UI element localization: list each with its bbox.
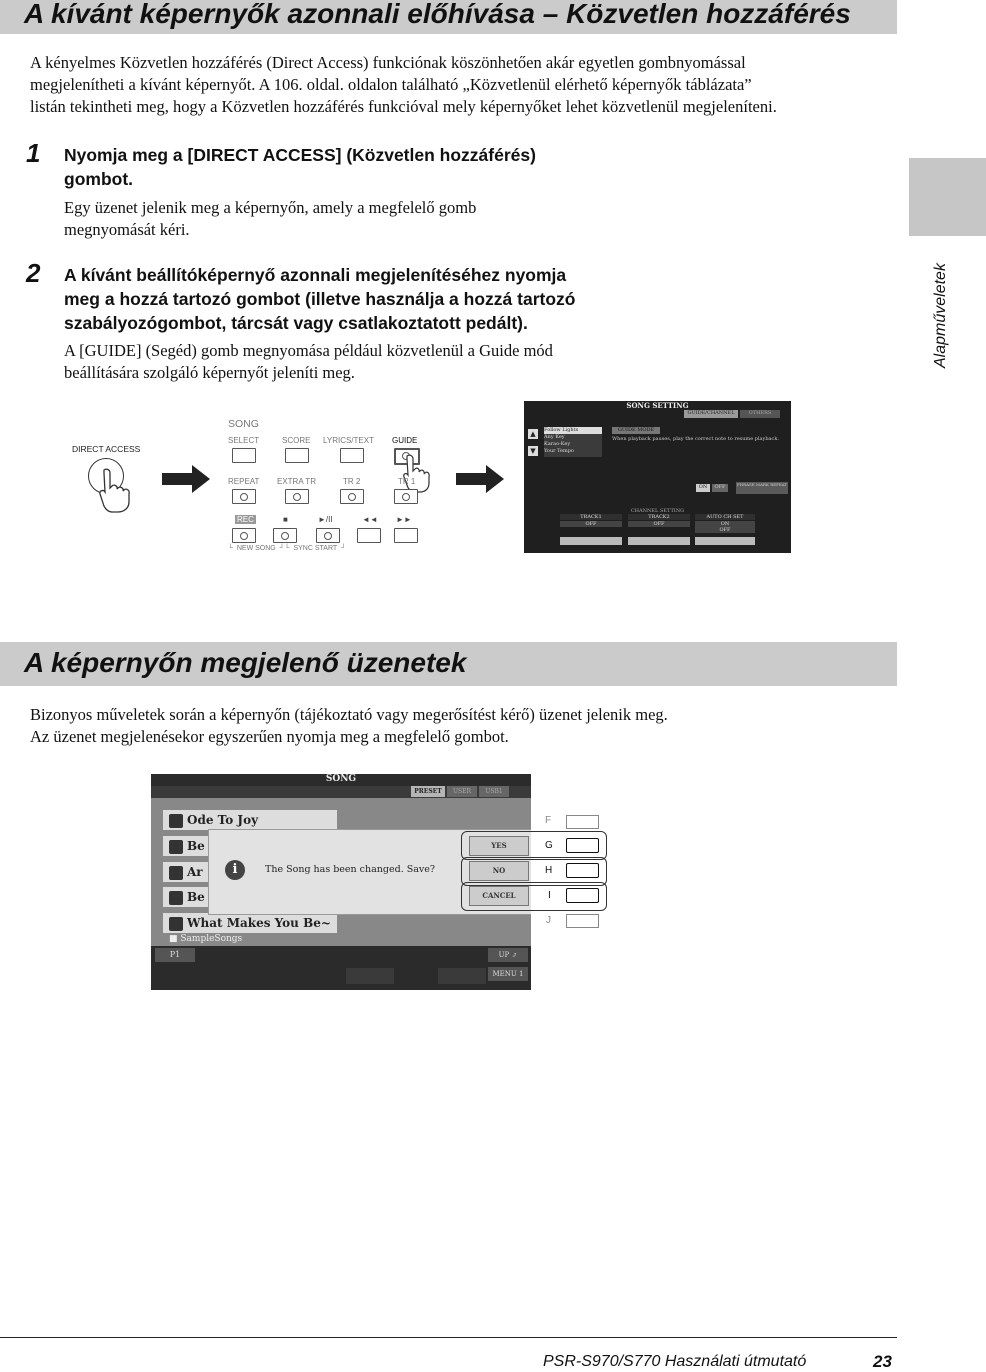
- auto-ch-set-column[interactable]: [695, 514, 755, 552]
- stop-button[interactable]: [273, 528, 297, 543]
- pointing-hand-icon: [98, 468, 138, 514]
- step-title-line: A kívánt beállítóképernyő azonnali megjelenítéséhez nyomja: [64, 265, 567, 285]
- song-name: Be: [187, 839, 205, 853]
- panel-footer: └ NEW SONG ┘└ SYNC START ┘: [228, 545, 347, 552]
- tr2-button[interactable]: [340, 489, 364, 504]
- disabled-button: [438, 968, 486, 984]
- guide-mode-label: GUIDE MODE: [612, 427, 660, 434]
- side-letter: F: [545, 815, 552, 826]
- up-label: UP: [498, 951, 510, 959]
- panel-label: GUIDE: [392, 436, 418, 445]
- step-title: [64, 143, 536, 191]
- column-name: TRACK1: [560, 514, 622, 520]
- song-icon: [169, 840, 183, 854]
- side-letter: I: [548, 890, 551, 901]
- song-setting-screen: [524, 401, 791, 553]
- dialog-message: The Song has been changed. Save?: [265, 864, 435, 875]
- scroll-up-icon[interactable]: ▲: [528, 429, 538, 439]
- step-title-line: meg a hozzá tartozó gombot (illetve használja a hozzá tartozó: [64, 289, 576, 309]
- intro-paragraph: [30, 52, 777, 118]
- up-arrow-icon: ⤴: [509, 951, 518, 959]
- arrow-right-icon: [456, 463, 506, 495]
- song-name: Ar: [187, 865, 203, 879]
- pointing-hand-icon: [402, 454, 436, 494]
- guide-mode-list: [544, 427, 602, 457]
- step-title: [64, 263, 575, 335]
- direct-access-illustration: [60, 440, 150, 520]
- arrow-right-icon: [162, 463, 212, 495]
- folder-path: [169, 934, 242, 944]
- song-control-panel: [226, 416, 426, 556]
- song-item[interactable]: [163, 913, 337, 933]
- messages-paragraph: [30, 704, 668, 748]
- chapter-tab: [909, 158, 986, 236]
- slider-handle[interactable]: [628, 537, 690, 545]
- messages-line: Az üzenet megjelenésekor egyszerűen nyomja meg a megfelelő gombot.: [30, 727, 509, 746]
- column-name: AUTO CH SET: [695, 514, 755, 520]
- step-number: 1: [26, 138, 41, 168]
- intro-line: megjelenítheti a kívánt képernyőt. A 106. oldal. oldalon található „Közvetlenül elérhető képernyők táblázata”: [30, 75, 752, 94]
- tab-others[interactable]: OTHERS: [740, 410, 780, 418]
- score-button[interactable]: [285, 448, 309, 463]
- fast-forward-button[interactable]: [394, 528, 418, 543]
- rewind-icon: ◄◄: [362, 515, 378, 524]
- tr1-button[interactable]: [394, 489, 418, 504]
- footer-manual-title: PSR-S970/S770 Használati útmutató: [543, 1353, 807, 1370]
- step-title-line: gombot.: [64, 169, 134, 189]
- rec-button[interactable]: [232, 528, 256, 543]
- step-body-line: A [GUIDE] (Segéd) gomb megnyomása például közvetlenül a Guide mód: [64, 341, 553, 360]
- sync-start-label: SYNC START: [293, 545, 338, 552]
- song-name: Be: [187, 890, 205, 904]
- new-song-label: NEW SONG: [236, 545, 276, 552]
- button-f[interactable]: [566, 815, 599, 829]
- step-body: [64, 340, 553, 384]
- button-g[interactable]: [566, 838, 599, 853]
- screen-title: SONG SETTING: [626, 401, 689, 410]
- up-button[interactable]: [488, 948, 528, 962]
- step-title-line: Nyomja meg a [DIRECT ACCESS] (Közvetlen hozzáférés): [64, 145, 536, 165]
- page-button[interactable]: P1: [155, 948, 195, 962]
- step-body-line: megnyomását kéri.: [64, 220, 190, 239]
- no-button[interactable]: NO: [469, 861, 529, 881]
- section-header-direct-access: [0, 0, 897, 34]
- intro-line: A kényelmes Közvetlen hozzáférés (Direct Access) funkciónak köszönhetően akár egyetlen gombnyomással: [30, 53, 746, 72]
- panel-label: SELECT: [228, 436, 260, 445]
- step-number: 2: [26, 258, 41, 288]
- panel-label: EXTRA TR: [277, 477, 316, 486]
- cancel-button[interactable]: CANCEL: [469, 886, 529, 906]
- slider-handle[interactable]: [695, 537, 755, 545]
- panel-label: SCORE: [282, 436, 311, 445]
- tab-usb1[interactable]: USB1: [479, 786, 509, 797]
- menu-button[interactable]: MENU 1: [488, 967, 528, 981]
- screen-title: SONG: [325, 774, 357, 784]
- chapter-label-text: Alapműveletek: [932, 263, 949, 368]
- panel-title: SONG: [228, 418, 259, 430]
- column-value: OFF: [560, 521, 622, 527]
- step-body-line: beállítására szolgáló képernyőt jeleníti meg.: [64, 363, 355, 382]
- rec-label: REC: [237, 515, 254, 524]
- panel-label: LYRICS/TEXT: [323, 436, 374, 445]
- button-h[interactable]: [566, 863, 599, 878]
- phrase-mark-repeat-button[interactable]: PHRASE MARK REPEAT: [736, 482, 788, 494]
- list-item[interactable]: Any Key: [544, 434, 565, 440]
- tab-preset[interactable]: PRESET: [411, 786, 445, 797]
- panel-label: TR 1: [398, 477, 416, 486]
- song-icon: [169, 917, 183, 931]
- side-button-group: [540, 812, 610, 932]
- song-icon: [169, 866, 183, 880]
- tab-user[interactable]: USER: [447, 786, 477, 797]
- panel-label: REPEAT: [228, 477, 260, 486]
- guide-mode-text: When playback pauses, play the correct note to resume playback.: [612, 436, 779, 442]
- extra-tr-button[interactable]: [285, 489, 309, 504]
- column-value: ON: [695, 521, 755, 527]
- yes-button[interactable]: YES: [469, 836, 529, 856]
- chapter-label: [932, 250, 954, 370]
- slider-handle[interactable]: [560, 537, 622, 545]
- repeat-button[interactable]: [232, 489, 256, 504]
- page-number: 23: [873, 1352, 892, 1371]
- button-j[interactable]: [566, 914, 599, 928]
- intro-line: listán tekintheti meg, hogy a Közvetlen hozzáférés funkcióval mely képernyőket lehet közvetlenül megjeleníteni.: [30, 97, 777, 116]
- list-item[interactable]: Karao-Key: [544, 441, 571, 447]
- folder-name: SampleSongs: [180, 934, 243, 944]
- side-letter: J: [546, 915, 551, 926]
- info-icon: i: [225, 860, 245, 880]
- play-pause-button[interactable]: [316, 528, 340, 543]
- panel-label: TR 2: [343, 477, 361, 486]
- song-name: What Makes You Be~: [187, 916, 331, 930]
- footer-divider: [0, 1337, 897, 1338]
- track1-column[interactable]: [560, 514, 622, 552]
- play-pause-icon: ►/II: [318, 515, 333, 524]
- column-value: OFF: [628, 521, 690, 527]
- track2-column[interactable]: [628, 514, 690, 552]
- direct-access-label: DIRECT ACCESS: [72, 444, 141, 454]
- list-item[interactable]: Your Tempo: [544, 448, 574, 454]
- scroll-down-icon[interactable]: ▼: [528, 446, 538, 456]
- song-icon: [169, 814, 183, 828]
- section-title: A kívánt képernyők azonnali előhívása – Közvetlen hozzáférés: [24, 0, 851, 29]
- step-body: [64, 197, 476, 241]
- step-body-line: Egy üzenet jelenik meg a képernyőn, amely a megfelelő gomb: [64, 198, 477, 217]
- disabled-button: [346, 968, 394, 984]
- tab-guide-channel[interactable]: GUIDE/CHANNEL: [684, 410, 738, 418]
- song-icon: [169, 891, 183, 905]
- section-header-messages: [0, 642, 897, 686]
- step-title-line: szabályozógombot, tárcsát vagy csatlakoztatott pedált).: [64, 313, 528, 333]
- column-sub-value: OFF: [695, 527, 755, 533]
- stop-icon: ■: [283, 515, 288, 524]
- fast-forward-icon: ►►: [396, 515, 412, 524]
- on-toggle[interactable]: ON: [696, 484, 710, 492]
- column-name: TRACK2: [628, 514, 690, 520]
- section-title: A képernyőn megjelenő üzenetek: [24, 647, 467, 678]
- lyrics-text-button[interactable]: [340, 448, 364, 463]
- messages-line: Bizonyos műveletek során a képernyőn (tájékoztató vagy megerősítést kérő) üzenet jelenik meg.: [30, 705, 668, 724]
- rewind-button[interactable]: [357, 528, 381, 543]
- button-i[interactable]: [566, 888, 599, 903]
- off-toggle[interactable]: OFF: [712, 484, 728, 492]
- channel-setting-label: CHANNEL SETTING: [630, 508, 685, 514]
- select-button[interactable]: [232, 448, 256, 463]
- side-letter: G: [545, 840, 553, 851]
- song-item[interactable]: [163, 810, 337, 830]
- folder-icon: ■: [169, 934, 181, 944]
- song-name: Ode To Joy: [187, 813, 259, 827]
- list-item[interactable]: Follow Lights: [544, 427, 602, 434]
- side-letter: H: [545, 865, 553, 876]
